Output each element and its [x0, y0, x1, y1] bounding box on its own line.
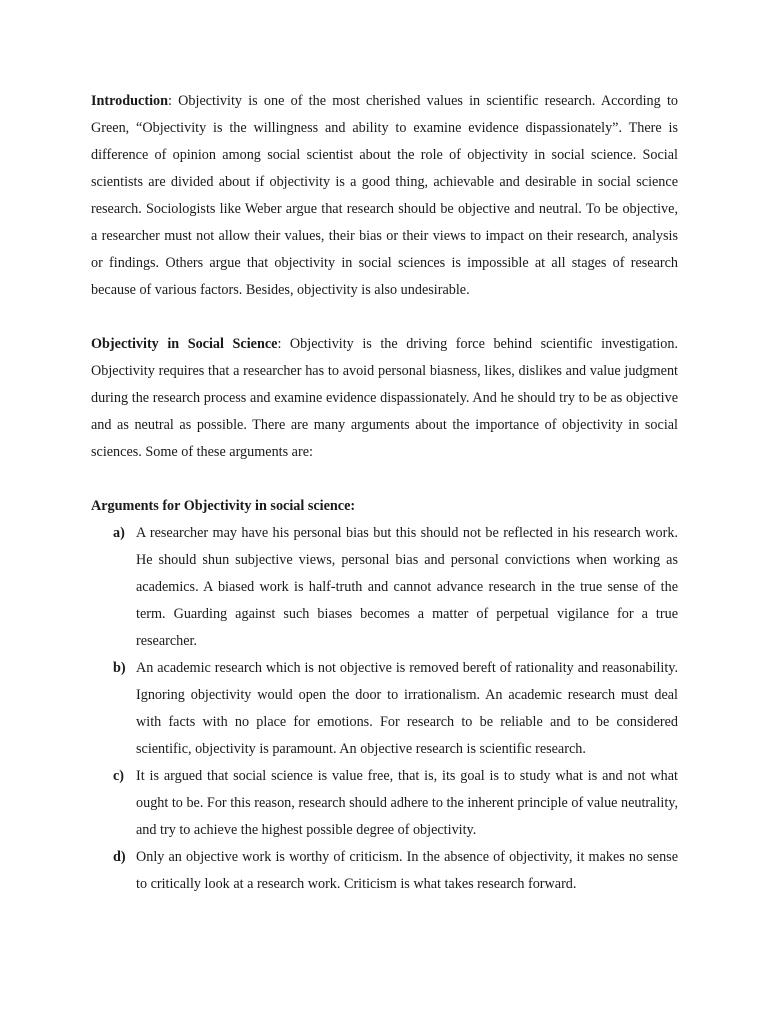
list-item: [91, 844, 678, 898]
list-item: [91, 655, 678, 763]
objectivity-section-lead: Objectivity in Social Science: [91, 336, 278, 352]
list-item: [91, 763, 678, 844]
arguments-list: [91, 520, 678, 898]
list-item-text: Only an objective work is worthy of criticism. In the absence of objectivity, it makes no sense to critically look at a research work. Criticism is what takes research forward.: [136, 849, 678, 892]
objectivity-section-paragraph: [91, 331, 678, 466]
document-page: [91, 88, 678, 898]
list-marker: b): [113, 660, 126, 676]
objectivity-section-text: : Objectivity is the driving force behind scientific investigation. Objectivity requires that a researcher has to avoid personal biasness, likes, dislikes and value judgment during the research process and examine evidence dispassionately. And he should try to be as objective and as neutral as possible. There are many arguments about the importance of objectivity in social sciences. Some of these arguments are:: [91, 336, 678, 460]
list-item-text: A researcher may have his personal bias but this should not be reflected in his research work. He should shun subjective views, personal bias and personal convictions when working as academics. A biased work is half-truth and cannot advance research in the true sense of the term. Guarding against such biases becomes a matter of perpetual vigilance for a true researcher.: [136, 525, 678, 649]
list-marker: c): [113, 768, 125, 784]
list-item-text: It is argued that social science is value free, that is, its goal is to study what is and not what ought to be. For this reason, research should adhere to the inherent principle of value neutrality, and try to achieve the highest possible degree of objectivity.: [136, 768, 678, 838]
list-item: [91, 520, 678, 655]
introduction-paragraph: [91, 88, 678, 304]
list-marker: a): [113, 525, 125, 541]
introduction-text: : Objectivity is one of the most cherished values in scientific research. According to Green, “Objectivity is the willingness and ability to examine evidence dispassionately”. There is difference of opinion among social scientist about the role of objectivity in social science. Social scientists are divided about if objectivity is a good thing, achievable and desirable in social science research. Sociologists like Weber argue that research should be objective and neutral. To be objective, a researcher must not allow their values, their bias or their views to impact on their research, analysis or findings. Others argue that objectivity in social sciences is impossible at all stages of research because of various factors. Besides, objectivity is also undesirable.: [91, 93, 678, 298]
introduction-lead: Introduction: [91, 93, 168, 109]
list-item-text: An academic research which is not objective is removed bereft of rationality and reasonability. Ignoring objectivity would open the door to irrationalism. An academic research must deal with facts with no place for emotions. For research to be reliable and to be considered scientific, objectivity is paramount. An objective research is scientific research.: [136, 660, 678, 757]
list-marker: d): [113, 849, 126, 865]
arguments-heading: Arguments for Objectivity in social science:: [91, 498, 356, 514]
